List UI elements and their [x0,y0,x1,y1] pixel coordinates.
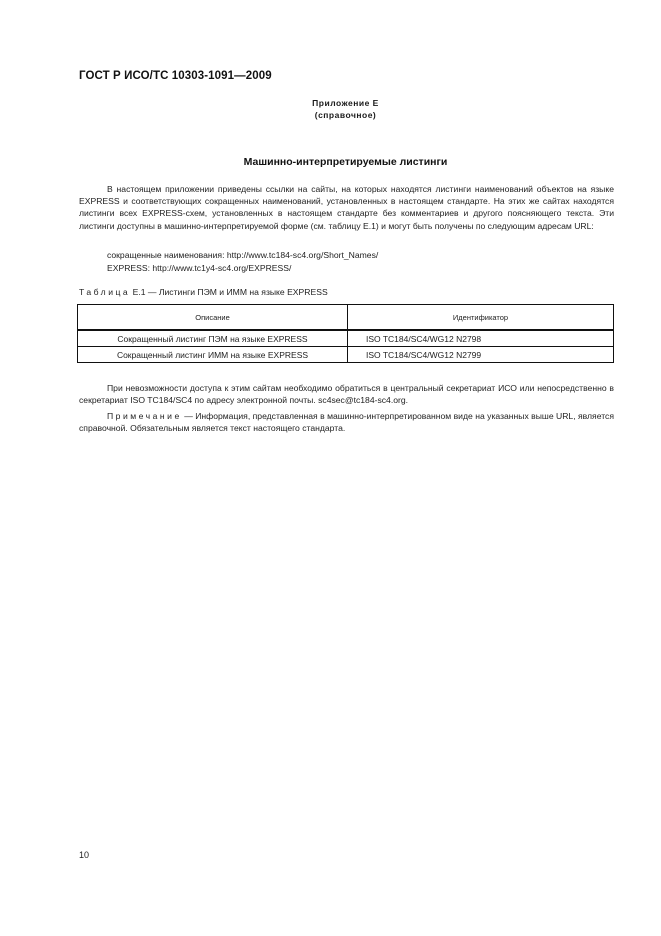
url-link[interactable]: http://www.tc1y4-sc4.org/EXPRESS/ [152,262,292,273]
note-label: Примечание [107,411,182,421]
table-cell-identifier: ISO TC184/SC4/WG12 N2799 [348,347,614,363]
url-label: EXPRESS: [107,262,150,273]
url-item-short-names [107,249,378,262]
table-cell-description: Сокращенный листинг ПЭМ на языке EXPRESS [78,330,348,347]
contact-paragraph [79,382,614,406]
note-paragraph [79,410,614,434]
table-row [78,330,614,347]
url-list [107,249,378,274]
table-cell-description: Сокращенный листинг ИММ на языке EXPRESS [78,347,348,363]
appendix-heading [0,97,661,121]
appendix-subtitle: (справочное) [314,110,377,120]
appendix-title: Приложение E [312,98,379,108]
table-row [78,347,614,363]
section-title: Машинно-интерпретируемые листинги [243,156,448,168]
url-link[interactable]: http://www.tc184-sc4.org/Short_Names/ [226,250,379,260]
listings-table [77,304,614,363]
standard-designation: ГОСТ Р ИСО/ТС 10303-1091—2009 [79,70,272,82]
intro-paragraph-text: В настоящем приложении приведены ссылки на сайты, на которых находятся листинги наименований объектов на языке EXPRESS и соответствующих сокращенных наименований, установленных в настоящем стандарте. На этих же сайтах находятся листинги всех EXPRESS-схем, установленных в настоящем стандарте без комментариев и другого поясняющего текста. Эти листинги доступны в машинно-интерпретируемой форме (см. таблицу E.1) и могут быть получены по следующим адресам URL: [79,184,614,231]
table-cell-identifier: ISO TC184/SC4/WG12 N2798 [348,330,614,347]
intro-paragraph [79,183,614,232]
table-header-row [78,305,614,331]
url-item-express [107,262,378,275]
note-text: — Информация, представленная в машинно-интерпретированном виде на указанных выше URL, является справочной. Обязательным является текст настоящего стандарта. [79,411,614,434]
column-header-identifier: Идентификатор [348,305,614,331]
table-caption-prefix: Таблица [79,287,131,297]
table-caption [79,287,328,297]
table-caption-text: E.1 — Листинги ПЭМ и ИММ на языке EXPRESS [132,287,328,297]
column-header-description: Описание [78,305,348,331]
contact-paragraph-text: При невозможности доступа к этим сайтам необходимо обратиться в центральный секретариат ИСО или непосредственно в секретариат ISO TC184/SC4 по адресу электронной почты. sc4sec@tc184-sc4.org. [79,383,614,406]
page-number: 10 [79,850,90,860]
url-label: сокращенные наименования: [107,250,225,260]
